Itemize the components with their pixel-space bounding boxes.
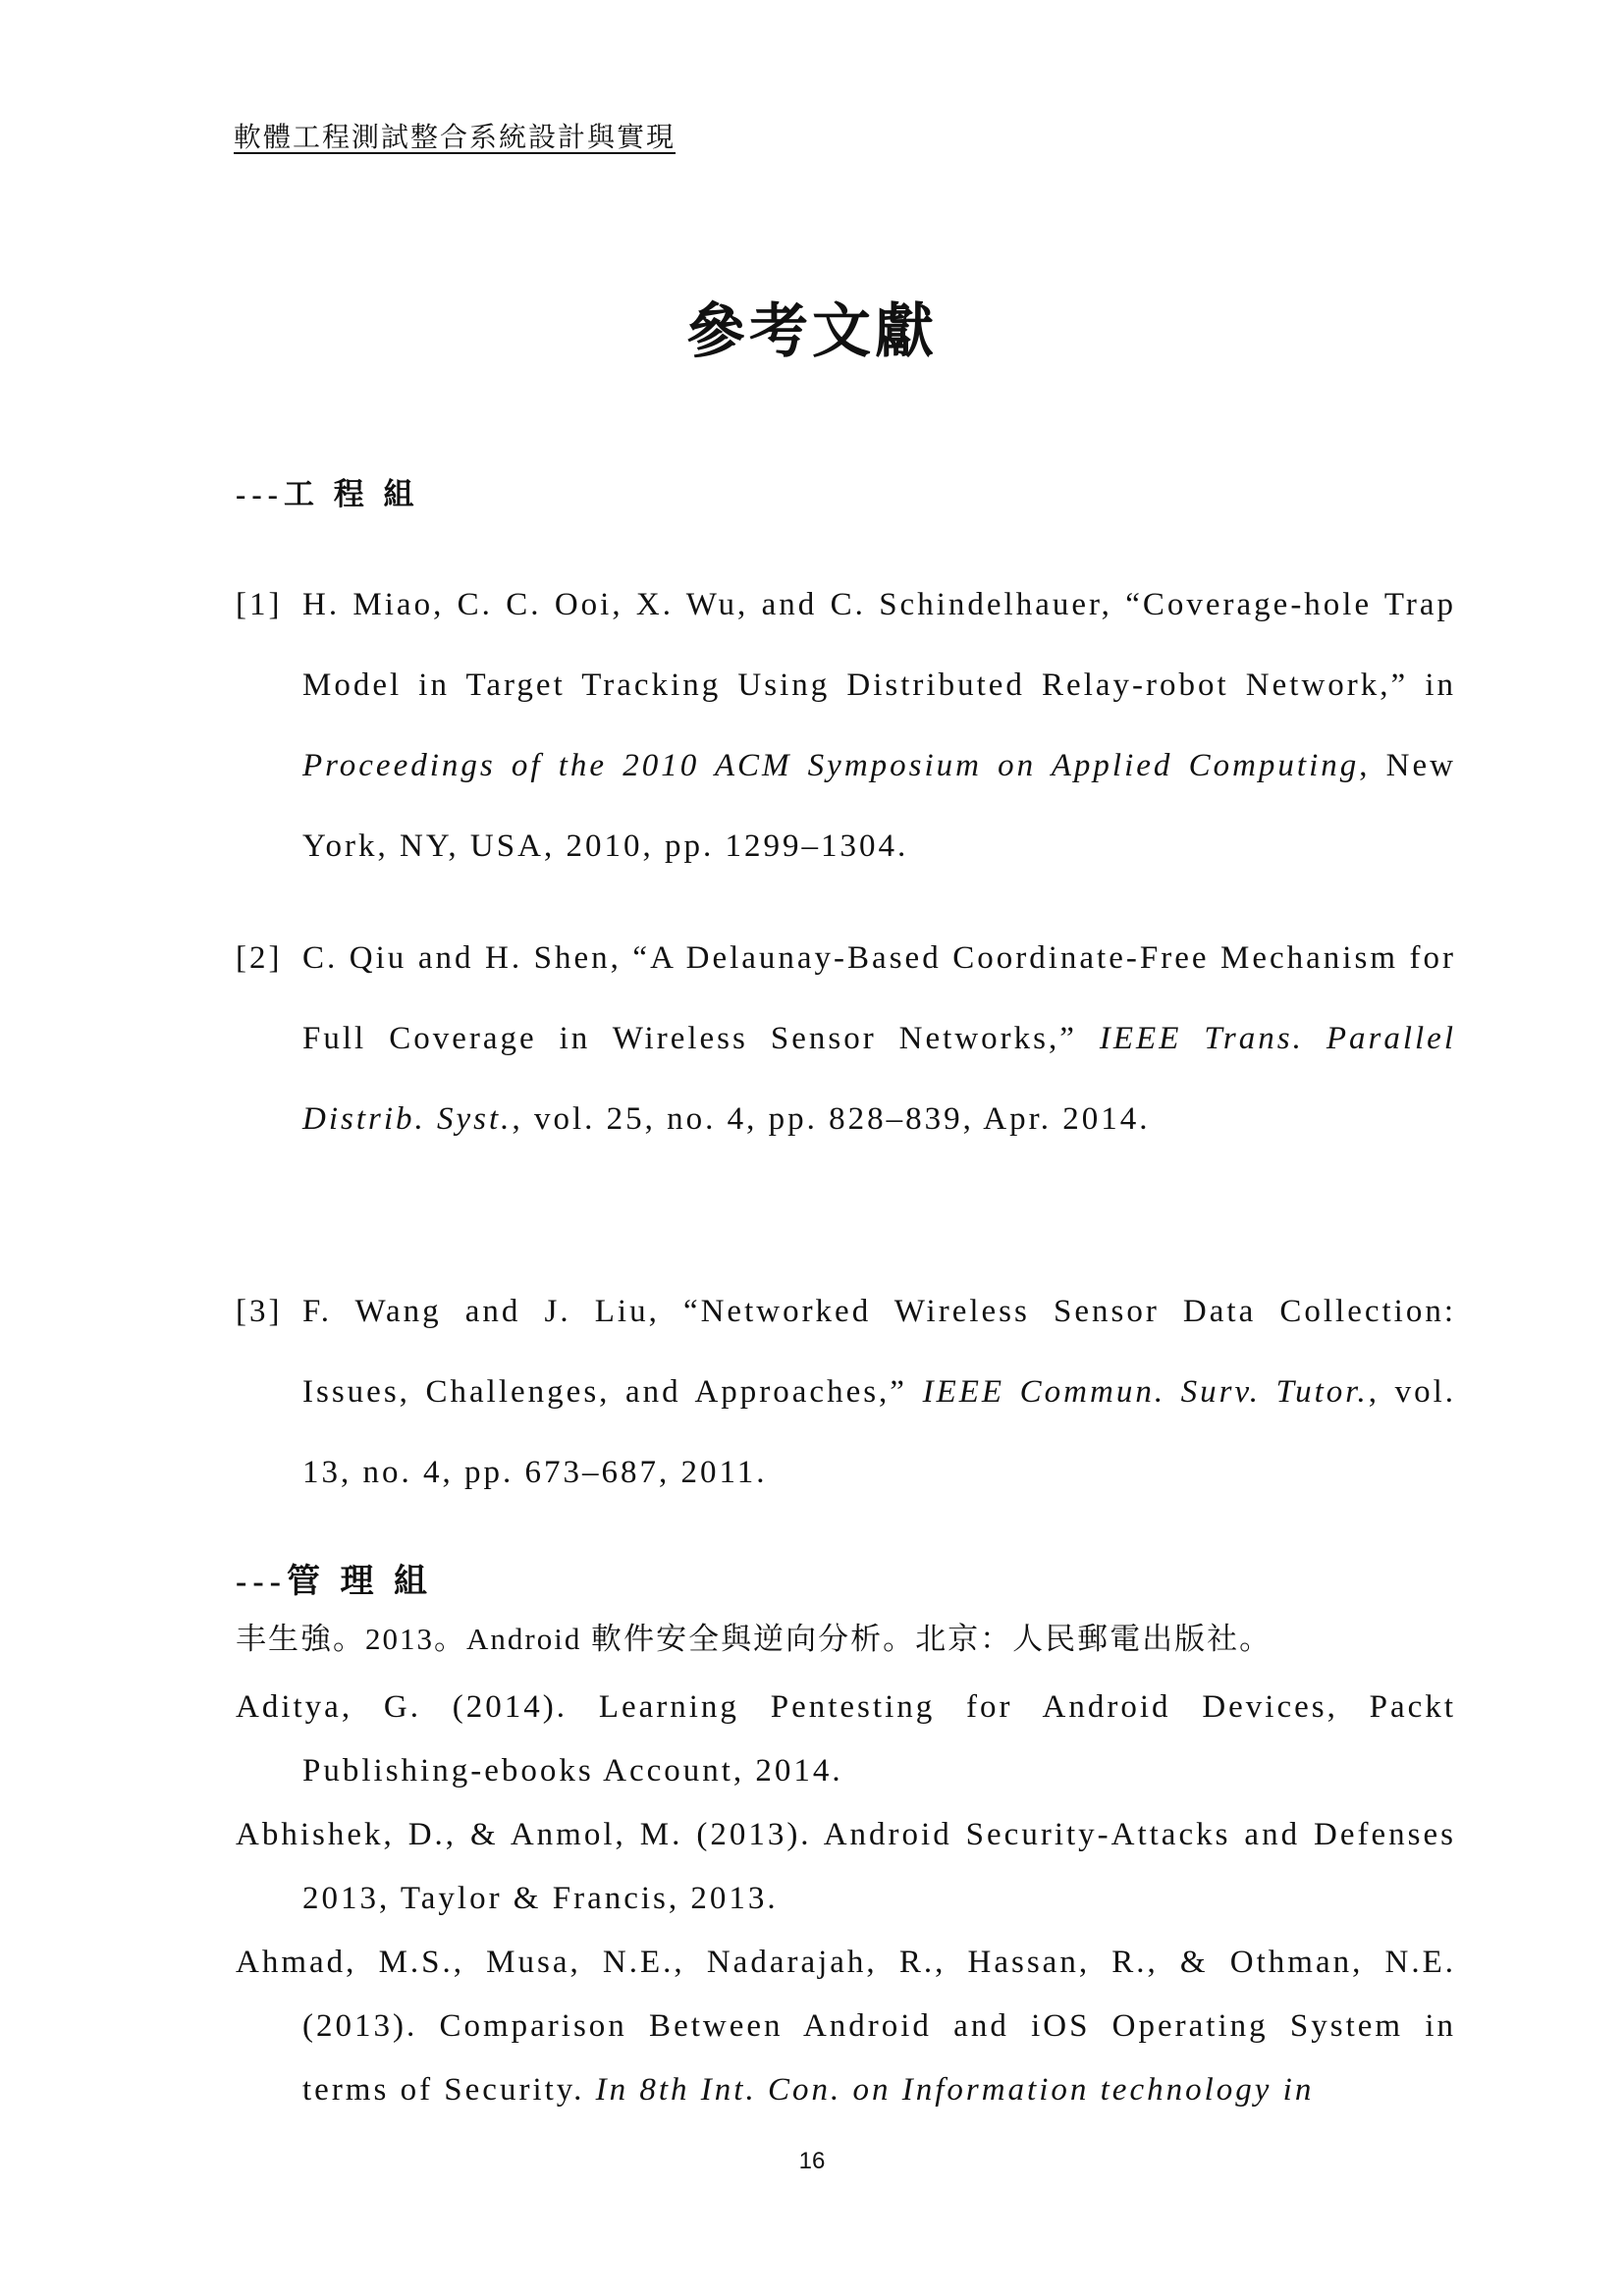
reference-details: , vol. 25, no. 4, pp. 828–839, Apr. 2014. [512,1101,1151,1137]
reference-details: , New York, NY, USA, 2010, pp. 1299–1304. [302,748,1456,864]
reference-entry [236,1931,1456,2122]
reference-venue: In 8th Int. Con. on Information technology in [595,2072,1315,2108]
reference-entry [236,1803,1456,1931]
running-head: 軟體工程測試整合系統設計與實現 [234,123,677,153]
reference-entry [236,1271,1456,1513]
reference-details: , vol. 13, no. 4, pp. 673–687, 2011. [302,1374,1457,1490]
reference-entry [236,918,1456,1159]
reference-text: C. Qiu and H. Shen, “A Delaunay-Based Coordinate-Free Mechanism for Full Coverage in Wireless Sensor Networks,” [302,940,1456,1056]
reference-venue: IEEE Commun. Surv. Tutor. [922,1374,1369,1410]
reference-venue: Proceedings of the 2010 ACM Symposium on Applied Computing [302,748,1360,783]
reference-text: Aditya, G. (2014). Learning Pentesting for Android Devices, Packt Publishing-ebooks Account, 2014. [236,1689,1456,1789]
section-heading-engineering: ---工 程 組 [236,477,420,511]
reference-number: [1] [236,587,283,622]
reference-text: F. Wang and J. Liu, “Networked Wireless Sensor Data Collection: Issues, Challenges, and Approaches,” [302,1294,1456,1410]
reference-entry-chinese: 丰生強。2013。Android 軟件安全與逆向分析。北京：人民郵電出版社。 [236,1622,1272,1656]
reference-number: [2] [236,940,283,976]
reference-text: Abhishek, D., & Anmol, M. (2013). Android Security-Attacks and Defenses 2013, Taylor & Francis, 2013. [236,1817,1456,1916]
reference-number: [3] [236,1294,283,1329]
page-title: 參考文獻 [686,299,938,364]
section-heading-management: ---管 理 組 [236,1564,433,1600]
reference-entry [236,564,1456,886]
page-number: 16 [798,2148,826,2174]
reference-text: Ahmad, M.S., Musa, N.E., Nadarajah, R., Hassan, R., & Othman, N.E. (2013). Comparison Between Android and iOS Operating System in terms of Security. [236,1945,1456,2108]
reference-venue: IEEE Trans. Parallel Distrib. Syst. [302,1021,1456,1137]
reference-text: H. Miao, C. C. Ooi, X. Wu, and C. Schindelhauer, “Coverage-hole Trap Model in Target Tracking Using Distributed Relay-robot Network,” in [302,587,1456,703]
reference-entry [236,1676,1456,1803]
